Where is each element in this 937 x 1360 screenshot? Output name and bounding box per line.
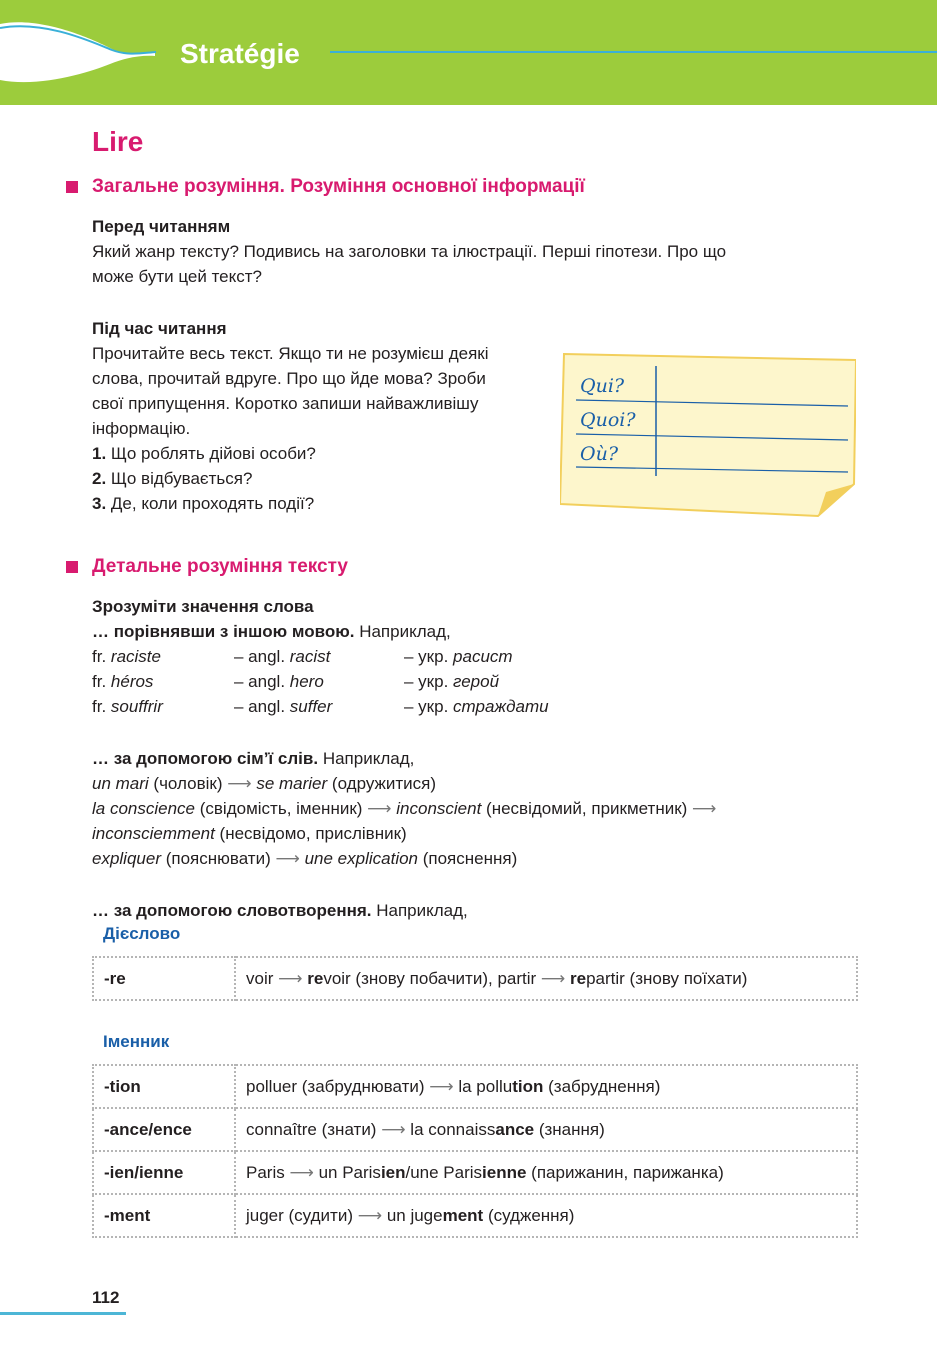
suffix-cell: -re: [93, 957, 235, 1000]
before-reading-line: Який жанр тексту? Подивись на заголовки та ілюстрації. Перші гіпотези. Про що: [92, 242, 727, 261]
section-heading-general: [66, 176, 585, 198]
sticky-note-graphic: [560, 352, 856, 518]
arrow-icon: ⟶: [289, 1162, 314, 1182]
example-cell: voir ⟶ revoir (знову побачити), partir ⟶ repartir (знову поїхати): [235, 957, 857, 1000]
table-row: [93, 1151, 857, 1194]
compare-block: [92, 594, 549, 719]
suffix-cell: -tion: [93, 1065, 235, 1108]
family-line: inconsciemment (несвідомо, прислівник): [92, 824, 407, 843]
noun-label: Іменник: [103, 1032, 170, 1051]
example-cell: polluer (забруднювати) ⟶ la pollution (забруднення): [235, 1065, 857, 1108]
subsection-title: Зрозуміти значення слова: [92, 597, 314, 616]
during-reading-line: свої припущення. Коротко запиши найважливішу: [92, 394, 479, 413]
list-item: 2. Що відбувається?: [92, 469, 253, 488]
compare-lead: … порівнявши з іншою мовою. Наприклад,: [92, 622, 451, 641]
suffix-cell: -ien/ienne: [93, 1151, 235, 1194]
page-header: [0, 0, 937, 105]
word-family-block: [92, 746, 716, 871]
example-cell: connaître (знати) ⟶ la connaissance (знання): [235, 1108, 857, 1151]
page-number: 112: [92, 1288, 120, 1307]
formation-lead: … за допомогою словотворення. Наприклад,: [92, 901, 468, 920]
during-reading-line: інформацію.: [92, 419, 191, 438]
arrow-icon: ⟶: [381, 1119, 406, 1139]
glossary-row: fr. héros – angl. hero – укр. герой: [92, 672, 500, 691]
example-cell: juger (судити) ⟶ un jugement (судження): [235, 1194, 857, 1237]
arrow-icon: ⟶: [367, 799, 392, 818]
table-row: [93, 1194, 857, 1237]
before-reading-line: може бути цей текст?: [92, 267, 263, 286]
table-row: [93, 1108, 857, 1151]
note-question: Qui?: [580, 375, 625, 397]
square-bullet-icon: [66, 561, 78, 573]
during-reading-line: Прочитайте весь текст. Якщо ти не розумієш деякі: [92, 344, 489, 363]
example-cell: Paris ⟶ un Parisien/une Parisienne (парижанин, парижанка): [235, 1151, 857, 1194]
arrow-icon: ⟶: [227, 774, 252, 793]
before-reading-title: Перед читанням: [92, 217, 231, 236]
note-question: Quoi?: [580, 409, 636, 431]
verb-label: Дієслово: [103, 924, 181, 943]
family-line: expliquer (пояснювати) ⟶ une explication (пояснення): [92, 849, 518, 868]
note-question: Où?: [580, 443, 618, 465]
header-wave-decoration: [0, 0, 937, 105]
page-title: Lire: [92, 126, 144, 157]
during-reading-title: Під час читання: [92, 319, 227, 338]
list-item: 3. Де, коли проходять події?: [92, 494, 315, 513]
arrow-icon: ⟶: [357, 1205, 383, 1225]
arrow-icon: ⟶: [275, 849, 300, 868]
section-heading-text: Загальне розуміння. Розуміння основної інформації: [92, 176, 585, 197]
arrow-icon: ⟶: [429, 1076, 454, 1096]
during-reading-line: слова, прочитай вдруге. Про що йде мова? Зроби: [92, 369, 486, 388]
arrow-icon: ⟶: [540, 968, 566, 988]
glossary-row: fr. raciste – angl. racist – укр. расист: [92, 647, 513, 666]
section-heading-text: Детальне розуміння тексту: [92, 556, 348, 577]
family-line: un mari (чоловік) ⟶ se marier (одружитися): [92, 774, 437, 793]
footer-rule: [0, 1312, 126, 1315]
header-title: Stratégie: [180, 38, 300, 69]
section-heading-detailed: [66, 556, 348, 578]
glossary-row: fr. souffrir – angl. suffer – укр. страждати: [92, 697, 549, 716]
family-lead: … за допомогою сім’ї слів. Наприклад,: [92, 749, 415, 768]
list-item: 1. Що роблять дійові особи?: [92, 444, 316, 463]
before-reading-block: [92, 214, 726, 289]
arrow-icon: ⟶: [278, 968, 303, 988]
noun-table: [92, 1064, 858, 1238]
during-reading-block: [92, 316, 489, 516]
verb-table: [92, 956, 858, 1001]
family-line: la conscience (свідомість, іменник) ⟶ inconscient (несвідомий, прикметник) ⟶: [92, 799, 717, 818]
table-row: [93, 957, 857, 1000]
suffix-cell: -ance/ence: [93, 1108, 235, 1151]
table-row: [93, 1065, 857, 1108]
suffix-cell: -ment: [93, 1194, 235, 1237]
sticky-note: [560, 352, 856, 518]
square-bullet-icon: [66, 181, 78, 193]
arrow-icon: ⟶: [692, 799, 717, 818]
